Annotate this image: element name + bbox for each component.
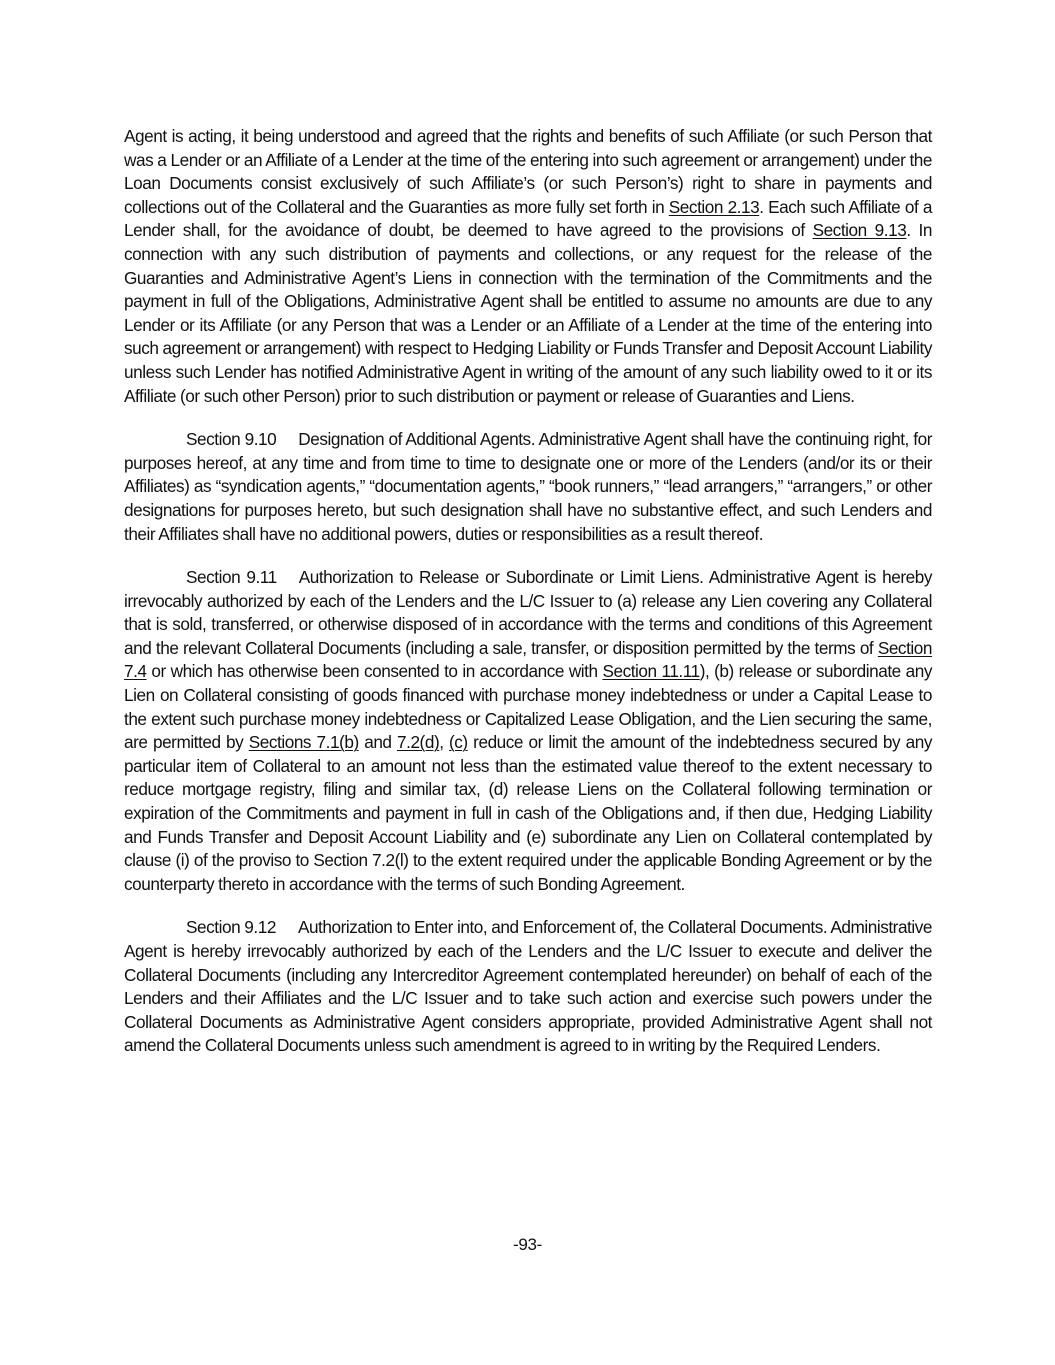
text: ), (b) release or subordinate any Lien on Collateral consisting of goods financed with purchase money indebtedness or under a Capital Lease to the extent such purchase money indebtedness or Capitalized Lease Obligation, and the Lien securing the same, are permitted by	[124, 661, 932, 753]
section-number: Section 9.10	[186, 429, 277, 450]
text: reduce or limit the amount of the indebtedness secured by any particular item of Collateral to an amount not less than the estimated value thereof to the extent necessary to reduce mortgage registry, filing and similar tax, (d) release Liens on the Collateral following termination or expiration of the Commitments and payment in full in cash of the Obligations and, if then due, Hedging Liability and Funds Transfer and Deposit Account Liability and (e) subordinate any Lien on Collateral contemplated by clause (i) of the proviso to Section 7.2(l) to the extent required under the applicable Bonding Agreement or by the counterparty thereto in accordance with the terms of such Bonding Agreement.	[124, 732, 932, 894]
section-reference: 7.2(d)	[397, 732, 440, 753]
section-reference: (c)	[449, 732, 468, 753]
section-number: Section 9.12	[186, 917, 276, 938]
section-title: Designation of Additional Agents.	[298, 429, 536, 450]
page-number: -93-	[512, 1235, 543, 1254]
section-9-10-paragraph	[124, 428, 932, 546]
section-reference: Sections 7.1(b)	[248, 732, 359, 753]
section-title: Authorization to Release or Subordinate or Limit Liens.	[298, 567, 704, 588]
text: Agent is acting, it being understood and agreed that the rights and benefits of such Affiliate (or such Person that was a Lender or an Affiliate of a Lender at the time of the entering into such agreement or arrangement) under the Loan Documents consist exclusively of such Affiliate’s (or such Person’s) right to share in payments and collections out of the Collateral and the Guaranties as more fully set forth in	[124, 126, 932, 217]
section-reference: Section 2.13	[668, 196, 760, 217]
section-reference: Section 9.13	[812, 220, 907, 241]
text: and	[358, 732, 398, 753]
text: or which has otherwise been consented to in accordance with	[146, 661, 603, 682]
text: ,	[439, 732, 450, 753]
section-number: Section 9.11	[186, 567, 277, 588]
text: Administrative Agent is hereby irrevocably authorized by each of the Lenders and the L/C Issuer to execute and deliver the Collateral Documents (including any Intercreditor Agreement contemplated hereunder) on behalf of each of the Lenders and their Affiliates and the L/C Issuer and to take such action and exercise such powers under the Collateral Documents as Administrative Agent considers appropriate, provided Administrative Agent shall not amend the Collateral Documents unless such amendment is agreed to in writing by the Required Lenders.	[124, 917, 932, 1056]
text: Administrative Agent shall have the continuing right, for purposes hereof, at any time and from time to time to designate one or more of the Lenders (and/or its or their Affiliates) as “syndication agents,” “documentation agents,” “book runners,” “lead arrangers,” “arrangers,” or other designations for purposes hereto, but such designation shall have no substantive effect, and such Lenders and their Affiliates shall have no additional powers, duties or responsibilities as a result thereof.	[124, 429, 933, 544]
section-reference: Section 7.4	[124, 637, 932, 682]
text: Administrative Agent is hereby irrevocably authorized by each of the Lenders and the L/C Issuer to (a) release any Lien covering any Collateral that is sold, transferred, or otherwise disposed of in accordance with the terms and conditions of this Agreement and the relevant Collateral Documents (including a sale, transfer, or disposition permitted by the terms of	[124, 567, 932, 658]
document-page	[124, 125, 932, 1058]
section-9-11-paragraph	[124, 566, 932, 896]
section-title: Authorization to Enter into, and Enforcement of, the Collateral Documents.	[297, 917, 828, 938]
text: . In connection with any such distribution of payments and collections, or any request for the release of the Guaranties and Administrative Agent’s Liens in connection with the termination of the Commitments and the payment in full of the Obligations, Administrative Agent shall be entitled to assume no amounts are due to any Lender or its Affiliate (or any Person that was a Lender or an Affiliate of a Lender at the time of the entering into such agreement or arrangement) with respect to Hedging Liability or Funds Transfer and Deposit Account Liability unless such Lender has notified Administrative Agent in writing of the amount of any such liability owed to it or its Affiliate (or such other Person) prior to such distribution or payment or release of Guaranties and Liens.	[124, 220, 932, 406]
paragraph-continuation	[124, 125, 932, 408]
text: . Each such Affiliate of a Lender shall, for the avoidance of doubt, be deemed to have agreed to the provisions of	[124, 196, 933, 241]
section-9-12-paragraph	[124, 916, 932, 1058]
section-reference: Section 11.11	[602, 661, 700, 682]
